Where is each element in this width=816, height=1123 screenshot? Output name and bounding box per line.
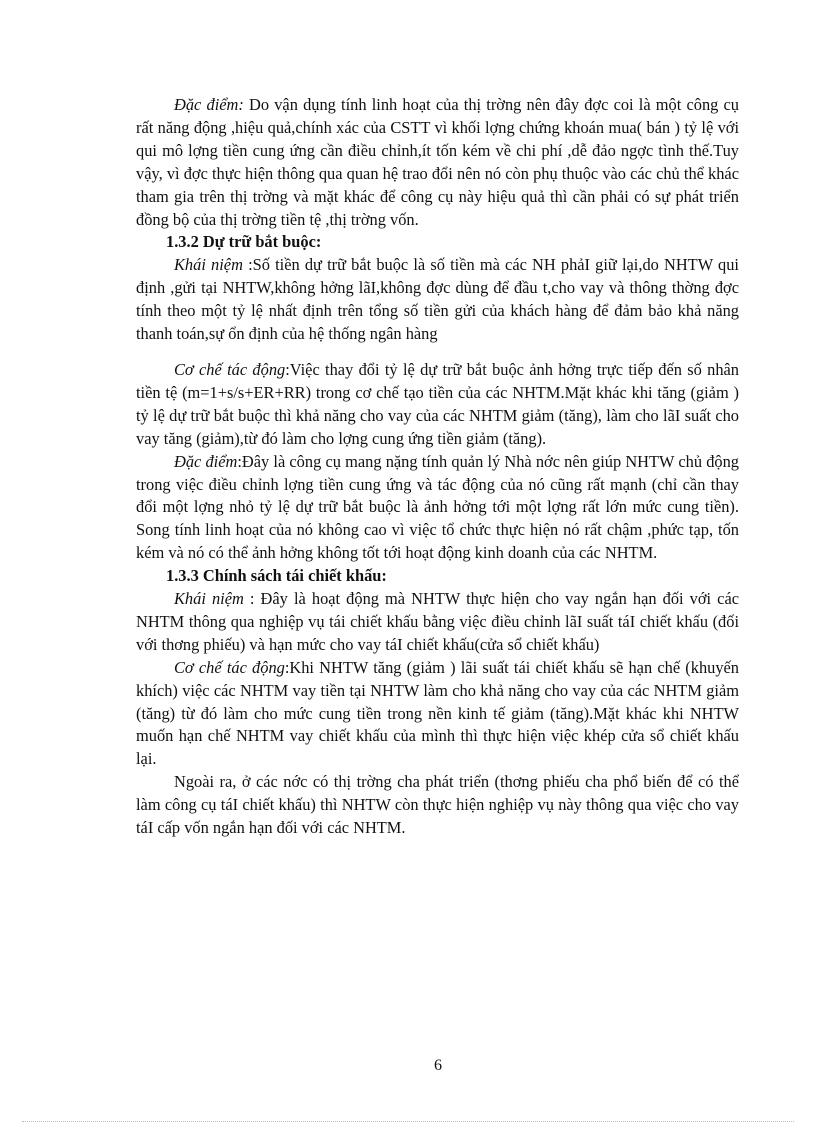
section-heading-1-3-2: 1.3.2 Dự trữ bắt buộc: [166, 232, 322, 252]
paragraph-lead: Khái niệm [174, 255, 243, 275]
paragraph-co-che-132 [136, 359, 739, 451]
paragraph-lead: Cơ chế tác động [174, 657, 285, 677]
paragraph-text: :Số tiền dự trữ bắt buộc là số tiền mà các NH phảI giữ lại,do NHTW qui định ,gửi tại NHTW,không hởng lãI,không đợc dùng để đầu t,cho vay và thông thờng đợc tính theo một tỷ lệ nhất định trên tổng số tiền gửi của khách hàng để đảm bảo khả năng thanh toán,sự ổn định của hệ thống ngân hàng [136, 255, 739, 344]
paragraph-khai-niem-133 [136, 588, 739, 657]
paragraph-text: Do vận dụng tính linh hoạt của thị trờng nên đây đợc coi là một công cụ rất năng động ,hiệu quả,chính xác của CSTT vì khối lợng chứng khoán mua( bán ) tỷ lệ với qui mô lợng tiền cung ứng cần điều chỉnh,ít tốn kém về chi phí ,dễ đảo ngợc tình thế.Tuy vậy, vì đợc thực hiện thông qua quan hệ trao đổi nên nó còn phụ thuộc vào các chủ thể khác tham gia trên thị trờng và mặt khác để công cụ này hiệu quả thì cần phải có sự phát triển đồng bộ của thị trờng tiền tệ ,thị trờng vốn. [136, 95, 740, 229]
paragraph-ngoai-ra [136, 771, 739, 840]
paragraph-text: : Đây là hoạt động mà NHTW thực hiện cho vay ngắn hạn đối với các NHTM thông qua nghiệp vụ tái chiết khấu bằng việc điều chỉnh lãI suất táI chiết khấu (đối với thơng phiếu) và hạn mức cho vay táI chiết khấu(cửa sổ chiết khấu) [136, 589, 739, 654]
paragraph-text: :Đây là công cụ mang nặng tính quản lý Nhà nớc nên giúp NHTW chủ động trong việc điều chỉnh lợng tiền cung ứng và tác động của nó cũng rất mạnh (chỉ cần thay đổi một lợng nhỏ tỷ lệ dự trữ bắt buộc là ảnh hởng tới một lợng rất lớn mức cung tiền). Song tính linh hoạt của nó không cao vì việc tổ chức thực hiện nó rất chậm ,phức tạp, tốn kém và nó có thể ảnh hởng không tốt tới hoạt động kinh doanh của các NHTM. [136, 451, 740, 563]
document-page [136, 94, 739, 840]
paragraph-text: :Khi NHTW tăng (giảm ) lãi suất tái chiết khấu sẽ hạn chế (khuyến khích) việc các NHTM vay tiền tại NHTW làm cho khả năng cho vay của các NHTM giảm (tăng) từ đó làm cho mức cung tiền trong nền kinh tế giảm (tăng).Mặt khác khi NHTW muốn hạn chế NHTM vay chiết khấu của mình thì thực hiện việc khép cửa sổ chiết khấu lại. [136, 657, 739, 769]
paragraph-lead: Khái niệm [174, 589, 244, 609]
paragraph-dac-diem-132 [136, 451, 739, 566]
paragraph-text: Ngoài ra, ở các nớc có thị trờng cha phát triển (thơng phiếu cha phổ biến để có thể làm công cụ táI chiết khấu) thì NHTW còn thực hiện nghiệp vụ này thông qua việc cho vay táI cấp vốn ngắn hạn đối với các NHTM. [136, 772, 739, 838]
page-bottom-divider [22, 1121, 794, 1122]
paragraph-lead: Đặc điểm [174, 451, 238, 471]
paragraph-co-che-133 [136, 657, 739, 772]
section-heading-1-3-3: 1.3.3 Chính sách tái chiết khấu: [166, 566, 387, 586]
paragraph-khai-niem-132 [136, 254, 739, 346]
paragraph-lead: Đặc điểm: [174, 95, 244, 114]
paragraph-text: :Việc thay đổi tỷ lệ dự trữ bắt buộc ảnh hởng trực tiếp đến số nhân tiền tệ (m=1+s/s+ER+RR) trong cơ chế tạo tiền của các NHTM.Mặt khác khi tăng (giảm ) tỷ lệ dự trữ bắt buộc thì khả năng cho vay của các NHTM giảm (tăng), làm cho lãI suất cho vay tăng (giảm),từ đó làm cho lợng cung ứng tiền giảm (tăng). [136, 359, 739, 448]
paragraph-lead: Cơ chế tác động [174, 359, 286, 379]
page-number: 6 [434, 1057, 442, 1074]
paragraph-dac-diem-intro [136, 94, 739, 231]
